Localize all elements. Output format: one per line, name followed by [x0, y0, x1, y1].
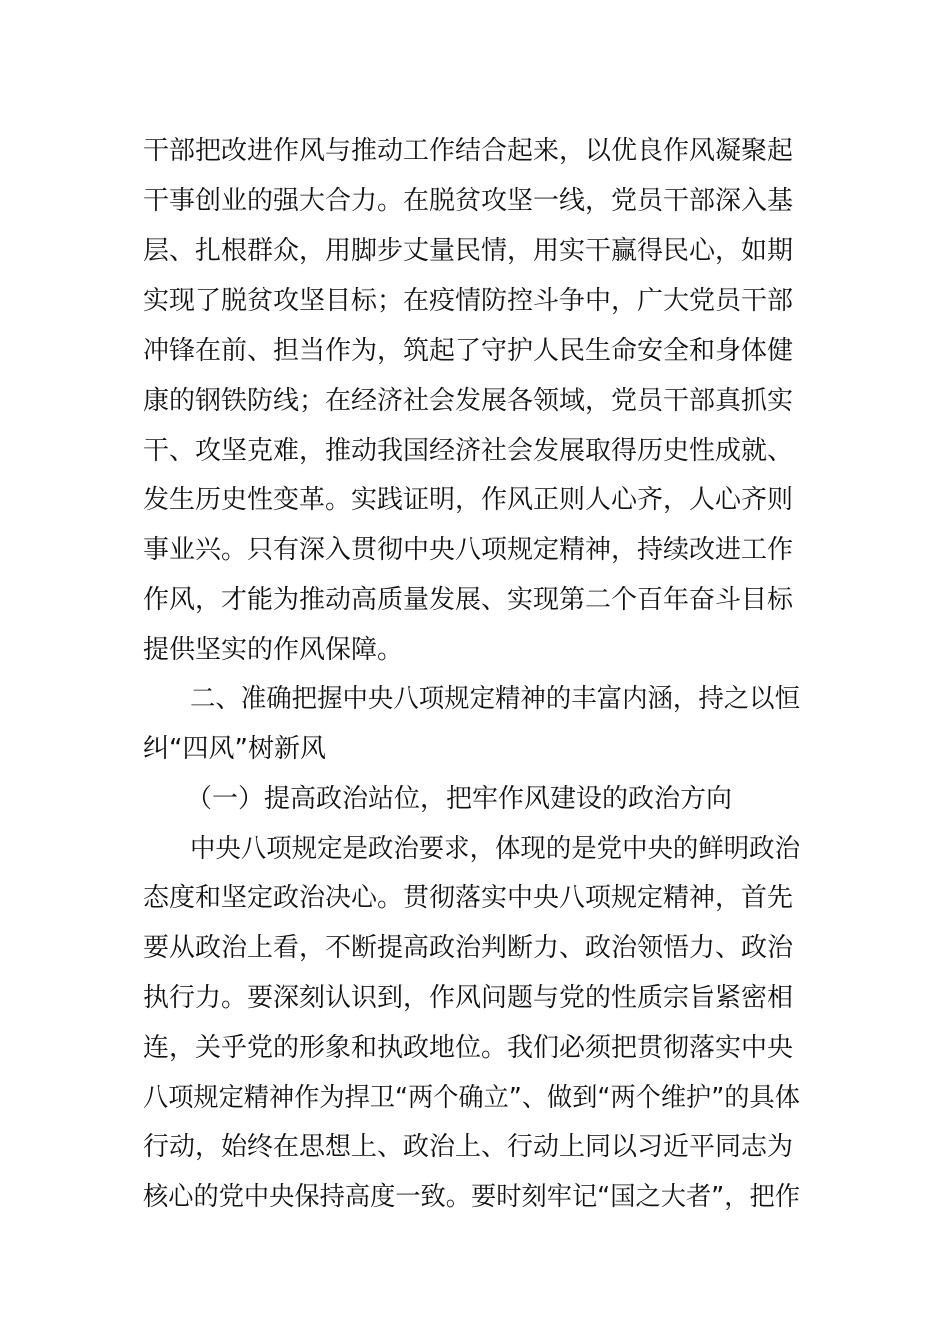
text-line: 干、攻坚克难，推动我国经济社会发展取得历史性成就、 — [143, 436, 794, 466]
text-line: 发生历史性变革。实践证明，作风正则人心齐，人心齐则 — [143, 485, 794, 515]
subsection-heading: （一）提高政治站位，把牢作风建设的政治方向 — [186, 784, 733, 814]
text-line: 干事创业的强大合力。在脱贫攻坚一线，党员干部深入基 — [143, 186, 794, 216]
text-line: 连，关乎党的形象和执政地位。我们必须把贯彻落实中央 — [143, 1033, 794, 1063]
text-line: 行动，始终在思想上、政治上、行动上同以习近平同志为 — [143, 1132, 794, 1162]
section-heading: 二、准确把握中央八项规定精神的丰富内涵，持之以恒 — [190, 684, 801, 714]
text-line: 执行力。要深刻认识到，作风问题与党的性质宗旨紧密相 — [143, 983, 794, 1013]
text-line: 干部把改进作风与推动工作结合起来，以优良作风凝聚起 — [143, 136, 794, 166]
text-line: 提供坚实的作风保障。 — [143, 635, 404, 665]
text-line: 中央八项规定是政治要求，体现的是党中央的鲜明政治 — [190, 834, 801, 864]
section-heading-continued: 纠“四风”树新风 — [143, 734, 326, 764]
text-line: 层、扎根群众，用脚步丈量民情，用实干赢得民心，如期 — [143, 236, 794, 266]
text-line: 核心的党中央保持高度一致。要时刻牢记“国之大者”，把作 — [143, 1182, 800, 1212]
text-line: 八项规定精神作为捍卫“两个确立”、做到“两个维护”的具体 — [143, 1083, 800, 1113]
text-line: 要从政治上看，不断提高政治判断力、政治领悟力、政治 — [143, 933, 794, 963]
text-line: 事业兴。只有深入贯彻中央八项规定精神，持续改进工作 — [143, 535, 794, 565]
text-line: 康的钢铁防线；在经济社会发展各领域，党员干部真抓实 — [143, 386, 794, 416]
text-line: 态度和坚定政治决心。贯彻落实中央八项规定精神，首先 — [143, 883, 794, 913]
text-line: 实现了脱贫攻坚目标；在疫情防控斗争中，广大党员干部 — [143, 286, 794, 316]
text-line: 冲锋在前、担当作为，筑起了守护人民生命安全和身体健 — [143, 336, 794, 366]
text-line: 作风，才能为推动高质量发展、实现第二个百年奋斗目标 — [143, 585, 794, 615]
